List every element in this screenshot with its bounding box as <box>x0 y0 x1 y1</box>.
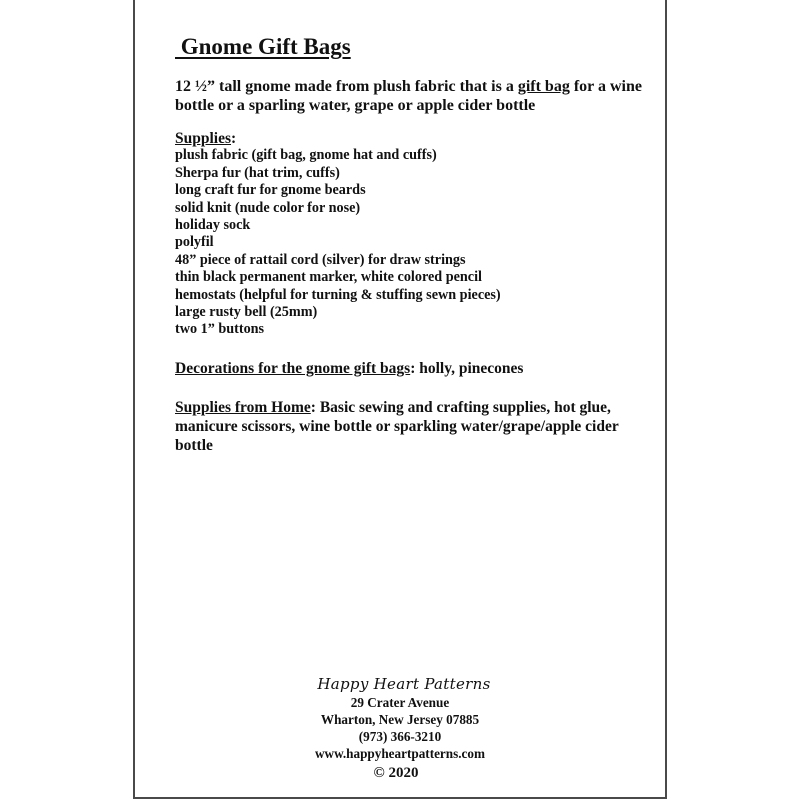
supplies-section <box>175 130 501 339</box>
supply-item: 48” piece of rattail cord (silver) for draw strings <box>175 251 466 268</box>
supply-item: plush fabric (gift bag, gnome hat and cuffs) <box>175 147 437 164</box>
website-url: www.happyheartpatterns.com <box>315 746 485 761</box>
supply-item: thin black permanent marker, white colored pencil <box>175 269 482 286</box>
supply-item: hemostats (helpful for turning & stuffing sewn pieces) <box>175 286 501 303</box>
brand-name: Happy Heart Patterns <box>317 675 491 693</box>
supply-item: polyfil <box>175 234 214 251</box>
intro-text-end: for a wine bottle or a sparling water, grape or apple cider bottle <box>175 78 642 114</box>
supply-item: Sherpa fur (hat trim, cuffs) <box>175 164 340 181</box>
supplies-heading-label: Supplies <box>175 130 232 147</box>
phone-number: (973) 366-3210 <box>358 729 442 744</box>
page-title: Gnome Gift Bags <box>175 34 351 59</box>
supplies-from-home-text: : Basic sewing and crafting supplies, hot glue, manicure scissors, wine bottle or sparkling water/grape/apple cider bottle <box>175 399 619 454</box>
publisher-footer <box>135 674 665 784</box>
supplies-from-home-heading: Supplies from Home <box>175 399 311 416</box>
document-page <box>133 0 667 799</box>
copyright-notice: © 2020 <box>373 765 419 781</box>
decorations-heading: Decorations for the gnome gift bags <box>175 360 411 377</box>
supply-item: solid knit (nude color for nose) <box>175 199 361 216</box>
supplies-list <box>175 147 501 338</box>
supply-item: holiday sock <box>175 217 251 234</box>
intro-underlined-gift-bag: gift bag <box>517 78 570 95</box>
decorations-text: : holly, pinecones <box>410 360 524 377</box>
supply-item: two 1” buttons <box>175 321 265 338</box>
intro-paragraph <box>175 77 655 115</box>
supply-item: large rusty bell (25mm) <box>175 304 318 321</box>
intro-text-start: 12 ½” tall gnome made from plush fabric that is a <box>175 78 518 95</box>
decorations-section <box>175 359 523 378</box>
supplies-heading-colon: : <box>231 130 237 147</box>
address-line-2: Wharton, New Jersey 07885 <box>320 712 480 727</box>
supplies-heading <box>175 130 501 147</box>
supplies-from-home-section <box>175 398 645 455</box>
supply-item: long craft fur for gnome beards <box>175 182 366 199</box>
address-line-1: 29 Crater Avenue <box>350 695 450 710</box>
